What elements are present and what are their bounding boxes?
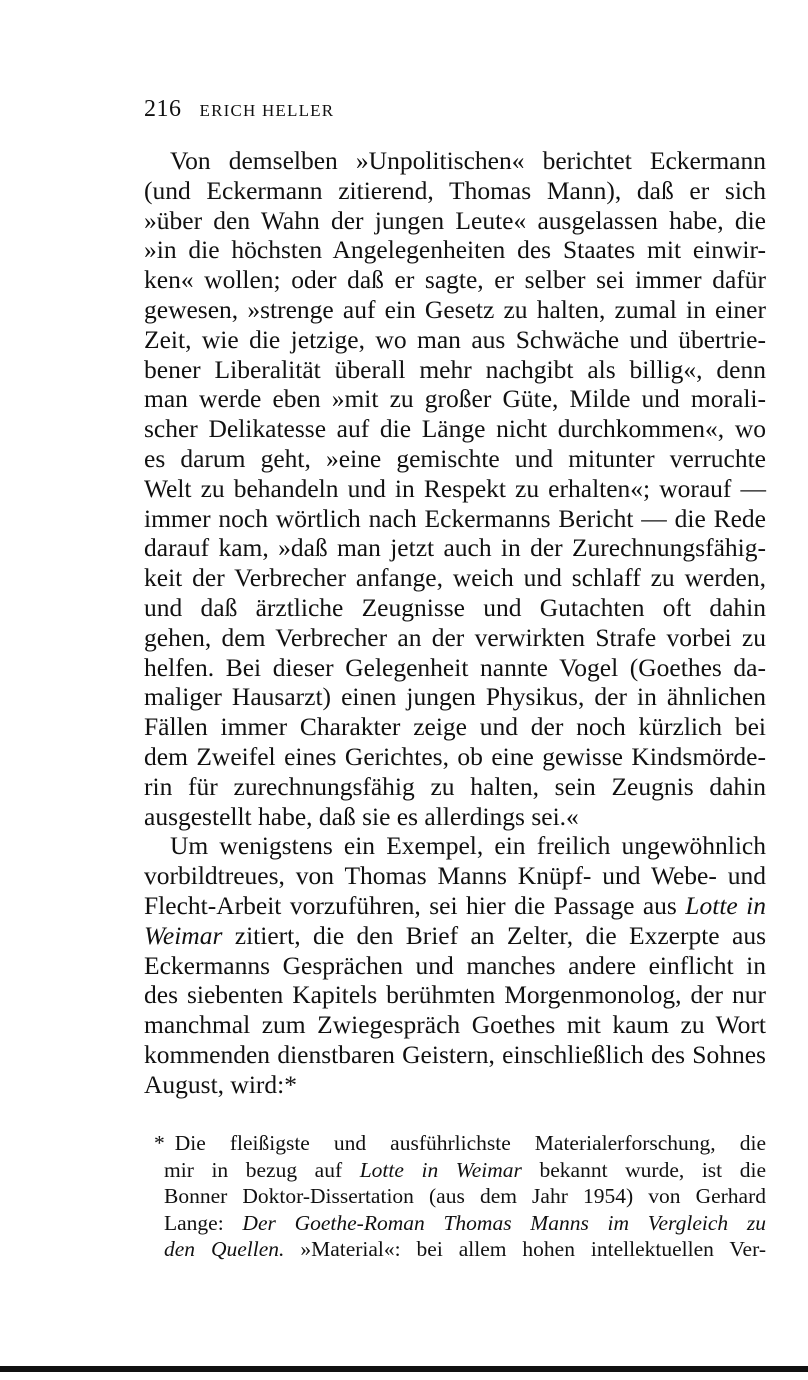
text-run: »Material«: bei allem hohen intellektuellen Ver-: [284, 1237, 766, 1261]
text-line: scher Delikatesse auf die Länge nicht durchkommen«, wo: [144, 414, 766, 444]
page-number: 216: [144, 96, 182, 122]
text-line: ausgestellt habe, daß sie es allerdings sei.«: [144, 801, 579, 831]
text-run: bekannt wurde, ist die: [521, 1157, 766, 1182]
text-run: mir in bezug auf: [164, 1157, 360, 1182]
footnote: [154, 1130, 766, 1263]
text-line: ken« wollen; oder daß er sagte, er selber sei immer dafür: [144, 265, 766, 295]
bottom-border-rule: [0, 1366, 808, 1372]
text-line: [144, 921, 766, 951]
text-line: des siebenten Kapitels berühmten Morgenmonolog, der nur: [144, 980, 766, 1010]
text-line: August, wird:*: [144, 1069, 297, 1099]
footnote-line: [154, 1130, 766, 1157]
paragraph-2: [144, 831, 766, 1099]
text-line: Eckermanns Gesprächen und manches andere einflicht in: [144, 950, 766, 980]
text-line: »in die höchsten Angelegenheiten des Staates mit einwir-: [144, 235, 766, 265]
text-line: maliger Hausarzt) einen jungen Physikus, der in ähnlichen: [144, 682, 766, 712]
text-line: Um wenigstens ein Exempel, ein freilich ungewöhnlich: [170, 831, 766, 861]
text-line: Zeit, wie die jetzige, wo man aus Schwäche und übertrie-: [144, 324, 766, 354]
footnote-line: [154, 1157, 766, 1184]
text-run: zitiert, die den Brief an Zelter, die Exzerpte aus: [222, 920, 766, 950]
text-line: Von demselben »Unpolitischen« berichtet Eckermann: [170, 146, 766, 175]
text-line: immer noch wörtlich nach Eckermanns Bericht — die Rede: [144, 503, 766, 533]
footnote-line: [154, 1236, 766, 1263]
text-run: Die fleißigste und ausführlichste Materialerforschung, die: [174, 1131, 766, 1155]
paragraph-1: [144, 146, 766, 831]
dissertation-title: Der Goethe-Roman Thomas Manns im Vergleich zu: [242, 1210, 766, 1235]
text-line: helfen. Bei dieser Gelegenheit nannte Vogel (Goethes da-: [144, 652, 766, 682]
text-line: kommenden dienstbaren Geistern, einschließlich des Sohnes: [144, 1039, 766, 1069]
text-line: Fällen immer Charakter zeige und der noch kürzlich bei: [144, 712, 766, 742]
footnote-line: [154, 1210, 766, 1237]
book-title: Weimar: [144, 920, 223, 950]
text-line: gewesen, »strenge auf ein Gesetz zu halten, zumal in einer: [144, 294, 766, 324]
text-line: [144, 891, 766, 921]
text-line: und daß ärztliche Zeugnisse und Gutachten oft dahin: [144, 592, 766, 622]
text-line: manchmal zum Zwiegespräch Goethes mit kaum zu Wort: [144, 1010, 766, 1040]
text-line: dem Zweifel eines Gerichtes, ob eine gewisse Kindsmörde-: [144, 741, 766, 771]
footnote-line: Bonner Doktor-Dissertation (aus dem Jahr 1954) von Gerhard: [164, 1184, 766, 1208]
running-header: [144, 96, 334, 123]
running-head-author: ERICH HELLER: [199, 101, 335, 120]
text-run: Lange:: [164, 1210, 243, 1235]
text-line: es darum geht, »eine gemischte und mitunter verruchte: [144, 443, 766, 473]
text-line: bener Liberalität überall mehr nachgibt als billig«, denn: [144, 354, 766, 384]
dissertation-title: den Quellen.: [164, 1237, 285, 1261]
text-line: man werde eben »mit zu großer Güte, Milde und morali-: [144, 384, 766, 414]
book-title: Lotte in: [685, 890, 766, 920]
text-line: darauf kam, »daß man jetzt auch in der Zurechnungsfähig-: [144, 533, 766, 563]
text-line: rin für zurechnungsfähig zu halten, sein Zeugnis dahin: [144, 771, 766, 801]
text-run: Flecht-Arbeit vorzuführen, sei hier die Passage aus: [144, 890, 686, 920]
text-line: Welt zu behandeln und in Respekt zu erhalten«; worauf —: [144, 473, 766, 503]
text-line: gehen, dem Verbrecher an der verwirkten Strafe vorbei zu: [144, 622, 766, 652]
text-line: keit der Verbrecher anfange, weich und schlaff zu werden,: [144, 563, 766, 593]
book-title: Lotte in Weimar: [359, 1157, 522, 1182]
main-text: [144, 146, 766, 1100]
text-line: vorbildtreues, von Thomas Manns Knüpf- und Webe- und: [144, 861, 766, 891]
text-line: (und Eckermann zitierend, Thomas Mann), daß er sich: [144, 175, 766, 205]
text-line: »über den Wahn der jungen Leute« ausgelassen habe, die: [144, 205, 766, 235]
footnote-marker: *: [154, 1131, 165, 1155]
